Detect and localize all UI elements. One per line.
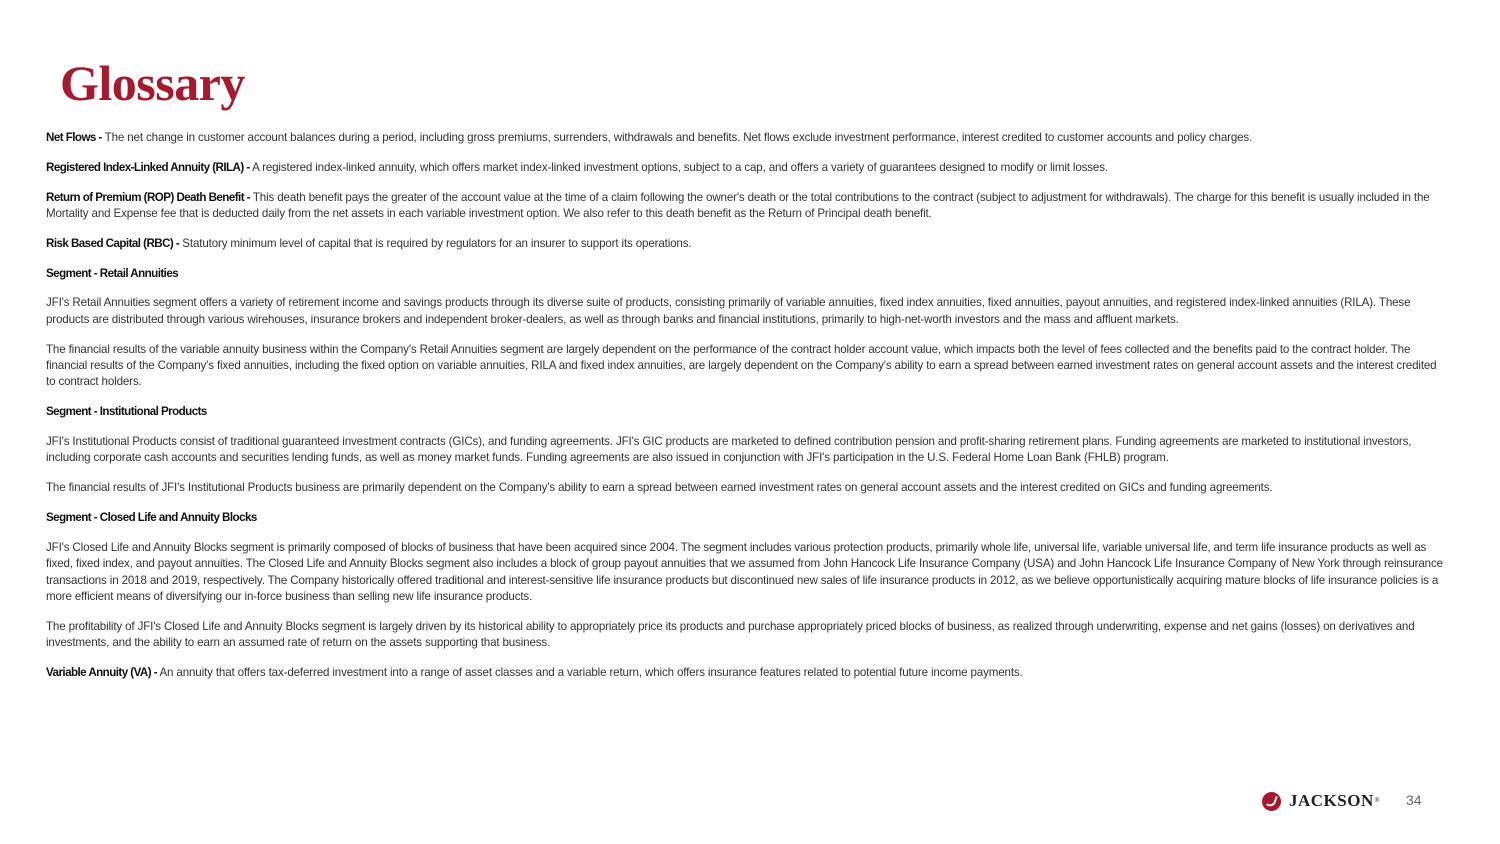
glossary-term: Segment - Retail Annuities — [46, 266, 179, 280]
glossary-paragraph: JFI's Institutional Products consist of traditional guaranteed investment contracts (GICs), and funding agreements. JFI's GIC products are marketed to defined contribution pension and profit-sharing retirement plans. Funding agreements are marketed to institutional investors, including corporate cash accounts and securities lending funds, as well as money market funds. Funding agreements are also issued in conjunction with JFI's participation in the U.S. Federal Home Loan Bank (FHLB) program. — [46, 435, 1412, 465]
glossary-paragraph: JFI's Retail Annuities segment offers a variety of retirement income and savings products through its diverse suite of products, consisting primarily of variable annuities, fixed index annuities, fixed annuities, payout annuities, and registered index-linked annuities (RILA). These products are distributed through various wirehouses, insurance brokers and independent broker-dealers, as well as through banks and financial institutions, primarily to high-net-worth investors and the mass and affluent markets. — [46, 296, 1411, 326]
glossary-entry-net-flows — [46, 130, 1448, 146]
glossary-term: Return of Premium (ROP) Death Benefit - — [46, 190, 251, 204]
page-number: 34 — [1406, 792, 1422, 808]
glossary-entry-rop-death-benefit — [46, 190, 1448, 223]
glossary-paragraph: The financial results of JFI's Institutional Products business are primarily dependent on the Company's ability to earn a spread between earned investment rates on general account assets and the interest credited on GICs and funding agreements. — [46, 481, 1273, 495]
glossary-entry-variable-annuity — [46, 665, 1448, 681]
glossary-heading-institutional-products — [46, 404, 1448, 420]
glossary-definition: A registered index-linked annuity, which offers market index-linked investment options, subject to a cap, and offers a variety of guarantees designed to modify or limit losses. — [249, 160, 1108, 174]
jackson-logo-mark-icon — [1262, 792, 1281, 811]
glossary-content — [46, 130, 1448, 695]
jackson-logo-text: JACKSON — [1289, 791, 1374, 810]
glossary-term: Variable Annuity (VA) - — [46, 666, 158, 680]
jackson-logo — [1262, 791, 1379, 811]
glossary-term: Segment - Institutional Products — [46, 405, 207, 419]
glossary-paragraph: The profitability of JFI's Closed Life and Annuity Blocks segment is largely driven by its historical ability to appropriately price its products and purchase appropriately priced blocks of business, as realized through underwriting, expense and net gains (losses) on derivatives and investments, and the ability to earn an assumed rate of return on the assets supporting that business. — [46, 619, 1415, 650]
glossary-term: Registered Index-Linked Annuity (RILA) - — [46, 160, 250, 174]
glossary-definition: This death benefit pays the greater of the account value at the time of a claim following the owner's death or the total contributions to the contract (subject to adjustment for withdrawals). The charge for this benefit is usually included in the Mortality and Expense fee that is deducted daily from the net assets in each variable investment option. We also refer to this death benefit as the Return of Principal death benefit. — [46, 190, 1430, 220]
page-title: Glossary — [60, 55, 245, 111]
glossary-definition: An annuity that offers tax-deferred investment into a range of asset classes and a variable return, which offers insurance features related to potential future income payments. — [157, 666, 1023, 680]
glossary-term: Segment - Closed Life and Annuity Blocks — [46, 511, 257, 524]
glossary-paragraph: The financial results of the variable annuity business within the Company's Retail Annuities segment are largely dependent on the performance of the contract holder account value, which impacts both the level of fees collected and the benefits paid to the contract holder. The financial results of the Company's fixed annuities, including the fixed option on variable annuities, RILA and fixed index annuities, are largely dependent on the Company's ability to earn a spread between earned investment rates on general account assets and the interest credited to contract holders. — [46, 342, 1437, 389]
glossary-term: Risk Based Capital (RBC) - — [46, 236, 180, 250]
glossary-paragraph: JFI's Closed Life and Annuity Blocks segment is primarily composed of blocks of business that have been acquired since 2004. The segment includes various protection products, primarily whole life, universal life, variable universal life, and term life insurance products as well as fixed, fixed index, and payout annuities. The Closed Life and Annuity Blocks segment also includes a block of group payout annuities that we assumed from John Hancock Life Insurance Company (USA) and John Hancock Life Insurance Company of New York through reinsurance transactions in 2018 and 2019, respectively. The Company historically offered traditional and interest-sensitive life insurance products but discontinued new sales of life insurance products in 2012, as we believe opportunistically acquiring mature blocks of life insurance policies is a more efficient means of diversifying our in-force business than selling new life insurance products. — [46, 540, 1443, 604]
glossary-definition: Statutory minimum level of capital that is required by regulators for an insurer to support its operations. — [179, 236, 692, 250]
glossary-definition: The net change in customer account balances during a period, including gross premiums, surrenders, withdrawals and benefits. Net flows exclude investment performance, interest credited to customer accounts and policy charges. — [101, 131, 1253, 144]
glossary-heading-retail-annuities — [46, 266, 1448, 282]
glossary-entry-rila — [46, 160, 1448, 176]
glossary-term: Net Flows - — [46, 131, 102, 144]
glossary-entry-rbc — [46, 236, 1448, 252]
registered-mark: ® — [1374, 798, 1380, 804]
glossary-heading-closed-life — [46, 510, 1448, 526]
